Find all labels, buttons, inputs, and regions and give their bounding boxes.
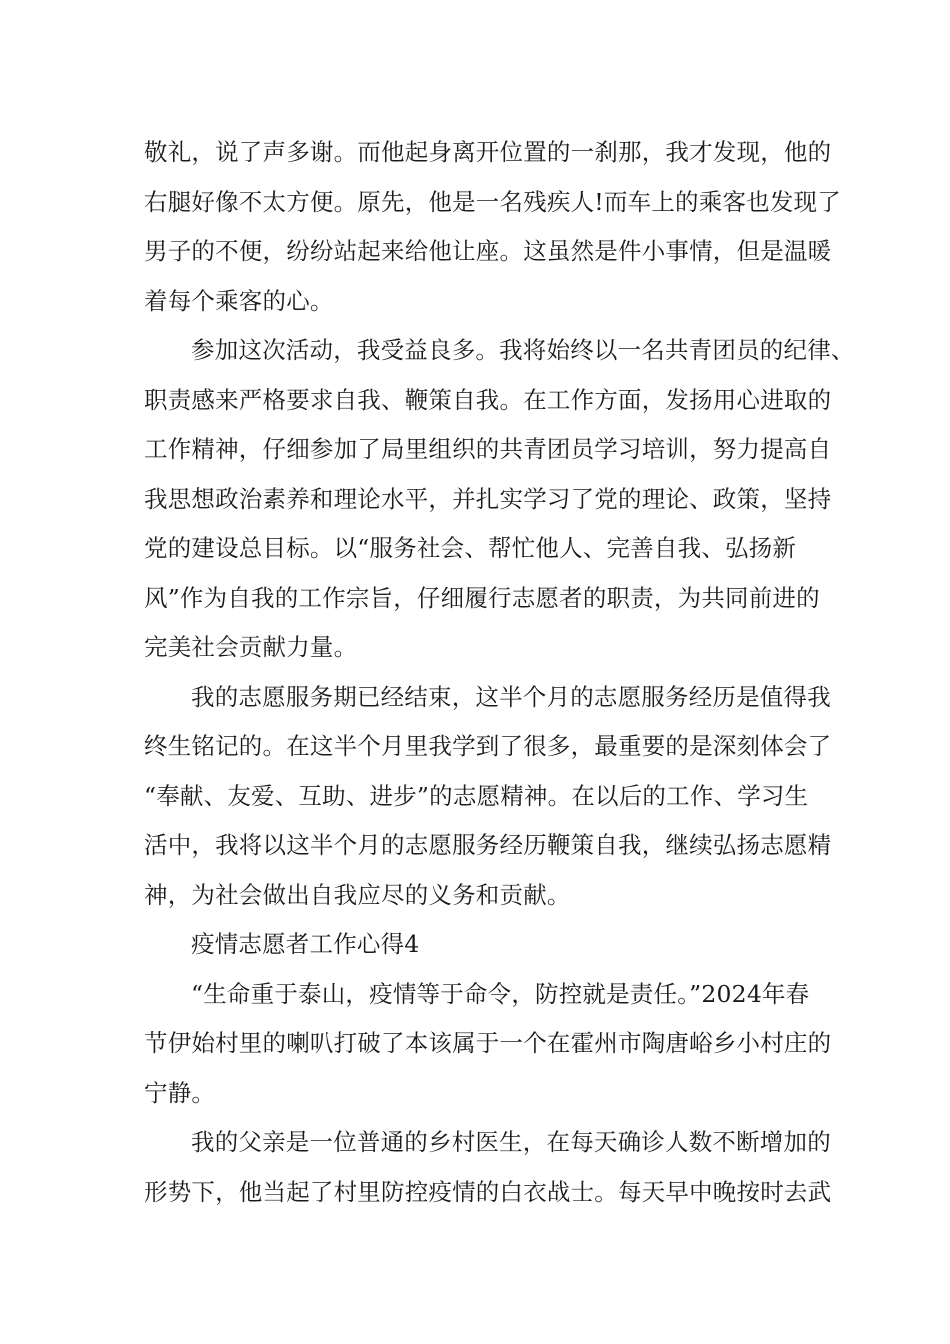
text-line: 形势下，他当起了村里防控疫情的白衣战士。每天早中晚按时去武 [144, 1177, 832, 1206]
text-line: 党的建设总目标。以“服务社会、帮忙他人、完善自我、弘扬新 [144, 534, 797, 562]
paragraph-start-line: “生命重于泰山，疫情等于命令，防控就是责任。”2024年春 [191, 979, 810, 1008]
text-line: 节伊始村里的喇叭打破了本该属于一个在霍州市陶唐峪乡小村庄的 [144, 1029, 832, 1057]
section-heading: 疫情志愿者工作心得4 [191, 930, 420, 958]
text-line: 我思想政治素养和理论水平，并扎实学习了党的理论、政策，坚持 [144, 484, 832, 513]
paragraph-start-line: 我的志愿服务期已经结束，这半个月的志愿服务经历是值得我 [191, 682, 831, 711]
paragraph-start-line: 参加这次活动，我受益良多。我将始终以一名共青团员的纪律、 [191, 336, 855, 364]
document-body [144, 128, 855, 1217]
text-line: 男子的不便，纷纷站起来给他让座。这虽然是件小事情，但是温暖 [144, 237, 832, 265]
text-line: “奉献、友爱、互助、进步”的志愿精神。在以后的工作、学习生 [144, 781, 809, 810]
paragraph-start-line: 我的父亲是一位普通的乡村医生，在每天确诊人数不断增加的 [191, 1128, 831, 1156]
text-line: 职责感来严格要求自我、鞭策自我。在工作方面，发扬用心进取的 [144, 385, 832, 414]
text-line: 风”作为自我的工作宗旨，仔细履行志愿者的职责，为共同前进的 [144, 583, 820, 612]
text-line: 着每个乘客的心。 [144, 286, 334, 315]
text-line: 敬礼，说了声多谢。而他起身离开位置的一刹那，我才发现，他的 [144, 138, 832, 166]
text-line: 终生铭记的。在这半个月里我学到了很多，最重要的是深刻体会了 [144, 732, 832, 760]
text-line: 活中，我将以这半个月的志愿服务经历鞭策自我，继续弘扬志愿精 [144, 831, 832, 859]
text-line: 工作精神，仔细参加了局里组织的共青团员学习培训，努力提高自 [144, 435, 832, 463]
text-line: 神，为社会做出自我应尽的义务和贡献。 [144, 880, 571, 909]
text-line: 宁静。 [144, 1078, 216, 1107]
text-line: 右腿好像不太方便。原先，他是一名残疾人!而车上的乘客也发现了 [144, 187, 841, 216]
text-line: 完美社会贡献力量。 [144, 633, 358, 661]
